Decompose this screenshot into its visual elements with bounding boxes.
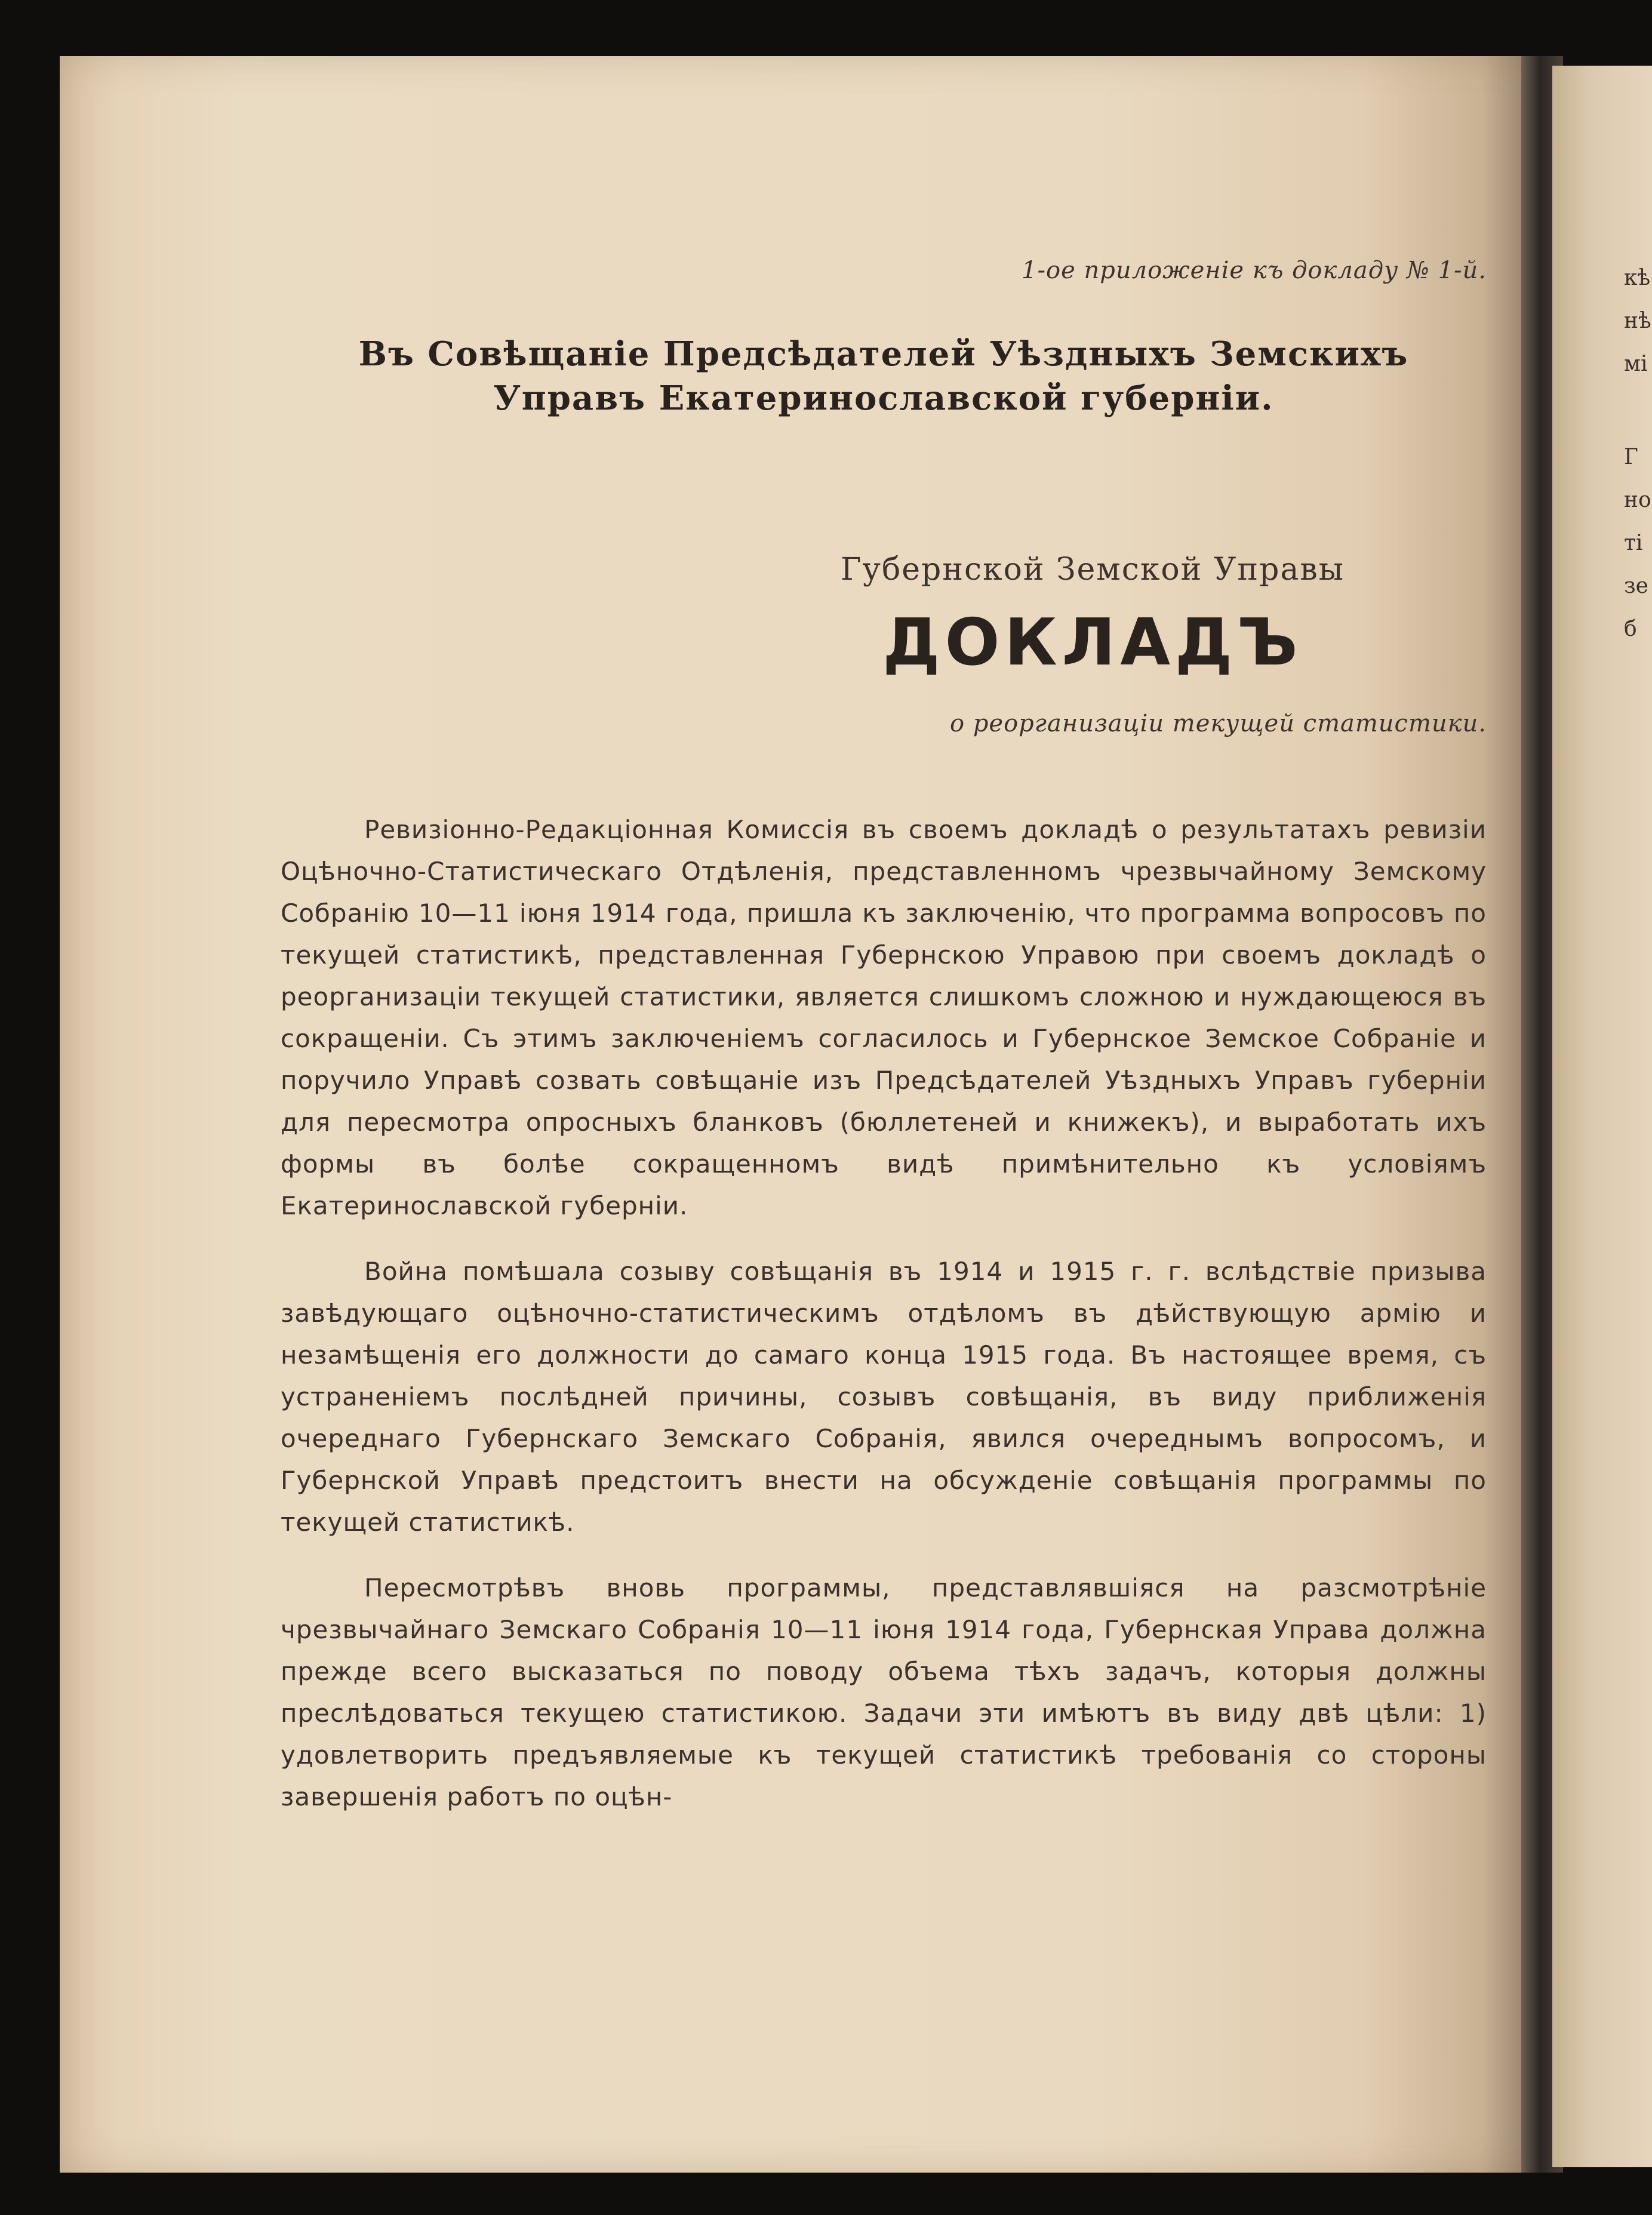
document-subtitle: о реорганизаціи текущей статистики. [950,710,1487,737]
body-paragraph: Ревизіонно-Редакціонная Комиссія въ своемъ докладѣ о результатахъ ревизіи Оцѣночно-Статистическаго Отдѣленія, представленномъ чрезвычайному Земскому Собранію 10—11 іюня 1914 года, пришла къ заключенію, что программа вопросовъ по текущей статистикѣ, представленная Губернскою Управою при своемъ докладѣ о реорганизаціи текущей статистики, является слишкомъ сложною и нуждающеюся въ сокращеніи. Съ этимъ заключеніемъ согласилось и Губернское Земское Собраніе и поручило Управѣ созвать совѣщаніе изъ Предсѣдателей Уѣздныхъ Управъ губерніи для пересмотра опросныхъ бланковъ (бюллетеней и книжекъ), и выработать ихъ формы въ болѣе сокращенномъ видѣ примѣнительно къ условіямъ Екатеринославской губерніи. [281,815,1487,1220]
page-content [281,257,1487,1842]
document-title: ДОКЛАДЪ [882,605,1303,680]
issuing-body: Губернской Земской Управы [840,552,1345,587]
address-line: Въ Совѣщаніе Предсѣдателей Уѣздныхъ Земскихъ [358,334,1409,374]
address-heading [281,332,1487,420]
right-page-fragment: мі [1624,352,1648,376]
right-page-fragment: б [1624,617,1637,641]
body-paragraph: Пересмотрѣвъ вновь программы, представлявшіяся на разсмотрѣніе чрезвычайнаго Земскаго Собранія 10—11 іюня 1914 года, Губернская Управа должна прежде всего высказаться по поводу объема тѣхъ задачъ, которыя должны преслѣдоваться текущею статистикою. Задачи эти имѣютъ въ виду двѣ цѣли: 1) удовлетворить предъявляемые къ текущей статистикѣ требованія со стороны завершенія работъ по оцѣн- [281,1573,1487,1811]
address-line: Управъ Екатеринославской губерніи. [493,379,1274,418]
right-page-fragment: кѣ [1624,266,1651,290]
body-paragraph: Война помѣшала созыву совѣщанія въ 1914 и 1915 г. г. вслѣдствіе призыва завѣдующаго оцѣночно-статистическимъ отдѣломъ въ дѣйствующую армію и незамѣщенія его должности до самаго конца 1915 года. Въ настоящее время, съ устраненіемъ послѣдней причины, созывъ совѣщанія, въ виду приближенія очереднаго Губернскаго Земскаго Собранія, явился очереднымъ вопросомъ, и Губернской Управѣ предстоитъ внести на обсужденіе совѣщанія программы по текущей статистикѣ. [281,1257,1487,1537]
appendix-note: 1-ое приложеніе къ докладу № 1-й. [1022,257,1487,284]
right-page-fragment: ті [1624,531,1643,555]
right-page-fragment: нѣ [1624,309,1651,333]
right-page-fragment: зе [1624,574,1648,598]
right-page-fragment: но [1624,488,1651,512]
right-page-fragment: Г [1624,445,1638,469]
